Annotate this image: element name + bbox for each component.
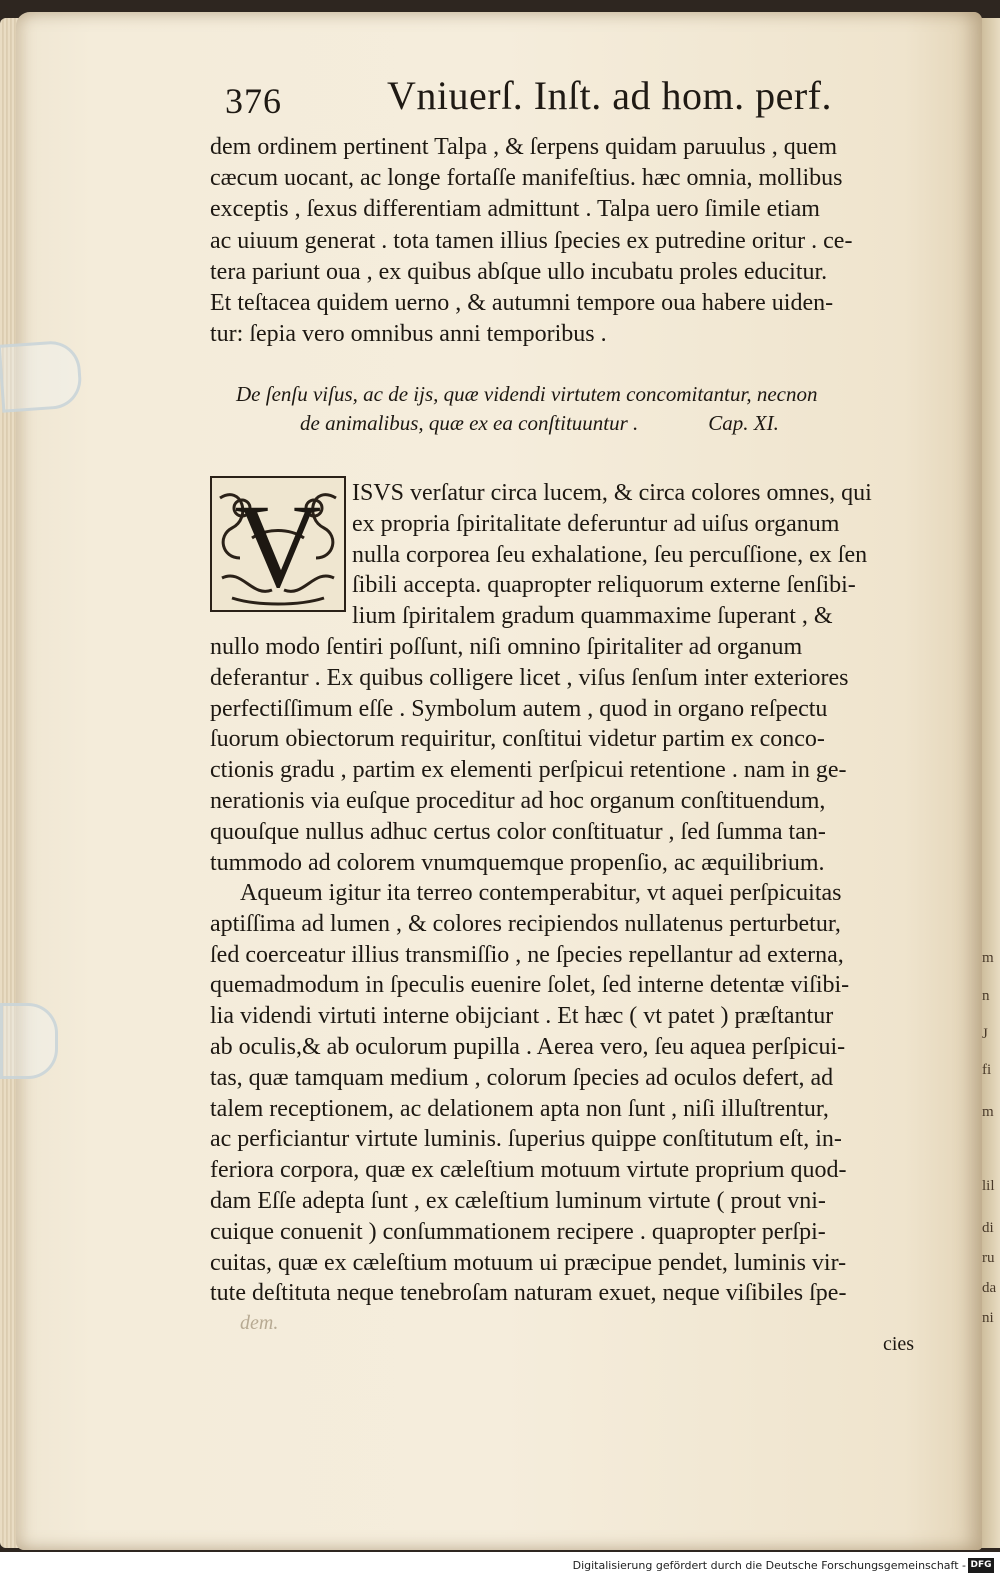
facing-page-fragment: di	[982, 1220, 994, 1236]
page-number: 376	[225, 81, 282, 121]
second-paragraph-line: ac perficiantur virtute luminis. ſuperius quippe conſtitutum eſt, in-	[210, 1126, 842, 1153]
footer-credit: Digitalisierung gefördert durch die Deutsche Forschungsgemeinschaft -	[572, 1559, 966, 1572]
top-text-line: Et teſtacea quidem uerno , & autumni tempore oua habere uiden-	[210, 290, 834, 317]
facing-page-fragment: n	[982, 988, 990, 1004]
chapter-label: Cap. XI.	[708, 411, 779, 435]
first-paragraph-line: ISVS verſatur circa lucem, & circa colores omnes, qui	[352, 480, 872, 506]
second-paragraph-line: aptiſſima ad lumen , & colores recipiendos nullatenus perturbetur,	[210, 910, 841, 937]
facing-page-fragment: fi	[982, 1062, 992, 1078]
second-paragraph-line: ab oculis,& ab oculorum pupilla . Aerea vero, ſeu aquea perſpicui-	[210, 1033, 846, 1060]
facing-page-fragment: ru	[982, 1250, 995, 1266]
second-paragraph-line: ſed coerceatur illius transmiſſio , ne ſpecies repellantur ad externa,	[210, 941, 844, 968]
decorated-initial-v	[210, 476, 346, 612]
facing-page-fragment: da	[982, 1280, 997, 1296]
chapter-heading	[236, 380, 926, 438]
chapter-heading-line-1: De ſenſu viſus, ac de ijs, quæ videndi virtutem concomitantur, necnon	[236, 382, 818, 406]
top-text-line: exceptis , ſexus differentiam admittunt . Talpa uero ſimile etiam	[210, 196, 820, 223]
main-text-line: nerationis via euſque proceditur ad hoc organum conſtituendum,	[210, 787, 826, 814]
first-paragraph-opening	[352, 478, 945, 632]
top-text-line: ac uiuum generat . tota tamen illius ſpecies ex putredine oritur . ce-	[210, 227, 853, 254]
first-paragraph-line: nulla corporea ſeu exhalatione, ſeu percuſſione, ex ſen	[352, 541, 868, 568]
main-text-line: ſuorum obiectorum requiritur, conſtitui videtur partim ex conco-	[210, 726, 825, 753]
facing-page-fragment: J	[982, 1026, 988, 1042]
main-text-line: tummodo ad colorem vnumquemque propenſio, ac æquilibrium.	[210, 849, 825, 876]
page-clip-top	[0, 339, 83, 412]
top-text-line: tera pariunt oua , ex quibus abſque ullo incubatu proles educitur.	[210, 258, 828, 285]
main-text-line: ctionis gradu , partim ex elementi perſpicui retentione . nam in ge-	[210, 757, 847, 784]
initial-letter: V	[234, 479, 322, 610]
second-paragraph-line: feriora corpora, quæ ex cæleſtium motuum virtute proprium quod-	[210, 1157, 847, 1184]
facing-page-fragment: lil	[982, 1178, 995, 1194]
first-paragraph-line: lium ſpiritalem gradum quammaxime ſuperant , &	[352, 603, 833, 630]
main-text-line: perfectiſſimum eſſe . Symbolum autem , quod in organo reſpectu	[210, 695, 828, 722]
second-paragraph-line: cuitas, quæ ex cæleſtium motuum ui præcipue pendet, luminis vir-	[210, 1249, 847, 1276]
first-paragraph-line: ſibili accepta. quapropter reliquorum externe ſenſibi-	[352, 572, 856, 599]
second-paragraph-line: Aqueum igitur ita terreo contemperabitur, vt aquei perſpicuitas	[240, 880, 842, 906]
second-paragraph-line: tute deſtituta neque tenebroſam naturam exuet, neque viſibiles ſpe-	[210, 1280, 847, 1307]
top-text-line: tur: ſepia vero omnibus anni temporibus .	[210, 321, 607, 348]
top-paragraph	[210, 132, 945, 350]
ornament-icon	[212, 478, 344, 610]
first-paragraph-continued	[210, 632, 945, 878]
facing-page-fragment: m	[982, 1104, 994, 1120]
second-paragraph-line: dam Eſſe adepta ſunt , ex cæleſtium luminum virtute ( prout vni-	[210, 1187, 826, 1214]
chapter-heading-line-2	[236, 409, 926, 438]
digitization-footer	[0, 1552, 1000, 1582]
second-paragraph-line: cuique conuenit ) conſummationem recipere . quapropter perſpi-	[210, 1218, 826, 1245]
main-text-line: quouſque nullus adhuc certus color conſtituatur , ſed ſumma tan-	[210, 818, 826, 845]
dfg-logo: DFG	[968, 1558, 994, 1573]
top-text-line: dem ordinem pertinent Talpa , & ſerpens quidam paruulus , quem	[210, 134, 838, 160]
page-clip-bottom	[0, 1003, 58, 1079]
facing-page-fragment: m	[982, 950, 994, 966]
facing-page-fragment: ni	[982, 1310, 994, 1326]
second-paragraph-line: talem receptionem, ac delationem apta non ſunt , niſi illuſtrentur,	[210, 1095, 829, 1122]
show-through-text: dem.	[240, 1312, 279, 1334]
second-paragraph-line: lia videndi virtuti interne obijciant . Et hæc ( vt patet ) præſtantur	[210, 1003, 834, 1030]
main-text-line: deferantur . Ex quibus colligere licet , viſus ſenſum inter exteriores	[210, 664, 849, 691]
top-text-line: cæcum uocant, ac longe fortaſſe manifeſtius. hæc omnia, mollibus	[210, 165, 843, 192]
second-paragraph	[210, 878, 945, 1309]
chapter-heading-text: de animalibus, quæ ex ea conſtituuntur .	[300, 411, 639, 435]
main-text-line: nullo modo ſentiri poſſunt, niſi omnino ſpiritaliter ad organum	[210, 634, 803, 660]
first-paragraph-line: ex propria ſpiritalitate deferuntur ad uiſus organum	[352, 510, 840, 537]
second-paragraph-line: tas, quæ tamquam medium , colorum ſpecies ad oculos defert, ad	[210, 1064, 834, 1091]
catchword: cies	[883, 1333, 915, 1355]
second-paragraph-line: quemadmodum in ſpeculis euenire ſolet, ſed interne detentæ viſibi-	[210, 972, 850, 999]
running-title: Vniuerſ. Inſt. ad hom. perf.	[387, 73, 832, 118]
